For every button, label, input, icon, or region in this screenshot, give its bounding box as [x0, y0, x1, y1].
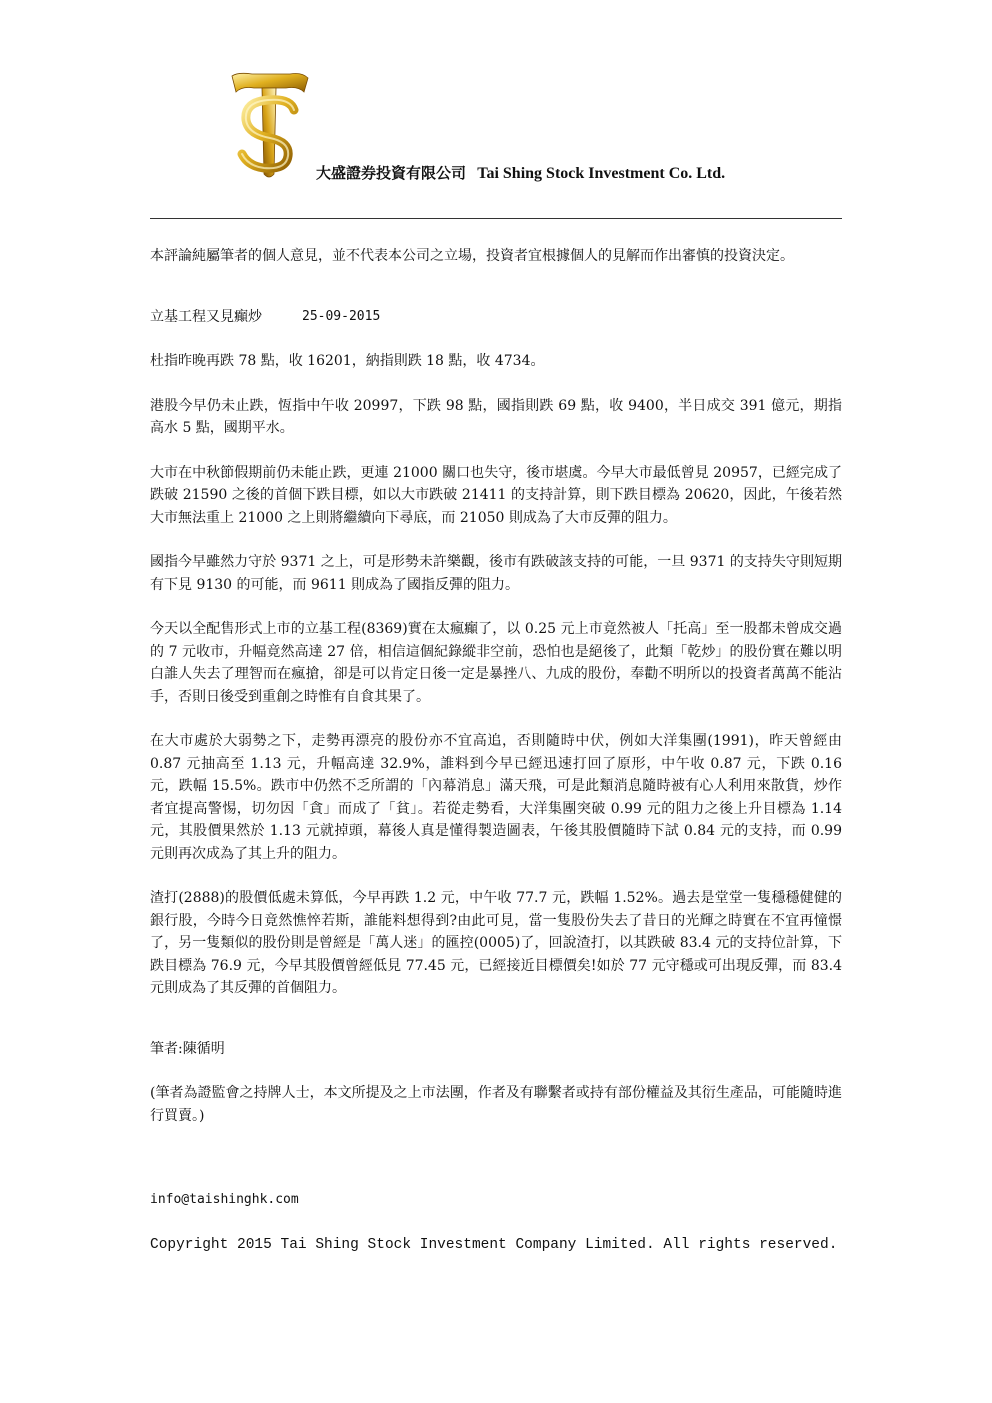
contact-email: info@taishinghk.com — [150, 1192, 299, 1207]
paragraph: 大市在中秋節假期前仍未能止跌，更連 21000 關口也失守，後市堪虞。今早大市最低曾見 20957，已經完成了跌破 21590 之後的首個下跌目標，如以大市跌破 21411 的支持計算，則下跌目標為 20620，因此，午後若然大市無法重上 21000 之上則將繼續向下尋底，而 21050 則成為了大市反彈的阻力。 — [150, 464, 842, 526]
paragraph: 今天以全配售形式上市的立基工程(8369)實在太瘋癲了，以 0.25 元上市竟然被人「托高」至一股都未曾成交過的 7 元收市，升幅竟然高達 27 倍，相信這個紀錄縱非空前，恐怕也是絕後了，此類「乾炒」的股份實在難以明白誰人失去了理智而在瘋搶，卻是可以肯定日後一定是暴挫八、九成的股份，奉勸不明所以的投資者萬萬不能沾手，否則日後受到重創之時惟有自食其果了。 — [150, 621, 842, 705]
author-note: (筆者為證監會之持牌人士，本文所提及之上市法團，作者及有聯繫者或持有部份權益及其衍生產品，可能隨時進行買賣。) — [150, 1085, 842, 1124]
header-divider — [150, 218, 842, 219]
paragraph: 國指今早雖然力守於 9371 之上，可是形勢未許樂觀，後市有跌破該支持的可能，一旦 9371 的支持失守則短期有下見 9130 的可能，而 9611 則成為了國指反彈的阻力。 — [150, 554, 842, 593]
company-logo — [228, 70, 310, 182]
article-heading — [150, 306, 842, 329]
company-name-en: Tai Shing Stock Investment Co. Ltd. — [477, 165, 726, 182]
ts-logo-icon — [228, 70, 310, 182]
article-title: 立基工程又見癲炒 — [150, 308, 262, 325]
paragraph: 渣打(2888)的股價低處未算低，今早再跌 1.2 元，中午收 77.7 元，跌幅 1.52%。過去是堂堂一隻穩穩健健的銀行股，今時今日竟然憔悴若斯，誰能料想得到?由此可見，當一隻股份失去了昔日的光輝之時實在不宜再憧憬了，另一隻類似的股份則是曾經是「萬人迷」的匯控(0005)了，回說渣打，以其跌破 83.4 元的支持位計算，下跌目標為 76.9 元，今早其股價曾經低見 77.45 元，已經接近目標價矣!如於 77 元守穩或可出現反彈，而 83.4 元則成為了其反彈的首個阻力。 — [150, 890, 842, 996]
paragraph: 杜指昨晚再跌 78 點，收 16201，納指則跌 18 點，收 4734。 — [150, 353, 545, 369]
article-body — [150, 245, 842, 1278]
article-date: 25-09-2015 — [302, 308, 381, 324]
copyright: Copyright 2015 Tai Shing Stock Investment Company Limited. All rights reserved. — [150, 1236, 838, 1253]
company-name-zh: 大盛證券投資有限公司 — [316, 164, 467, 182]
paragraph: 港股今早仍未止跌，恆指中午收 20997，下跌 98 點，國指則跌 69 點，收 9400，半日成交 391 億元，期指高水 5 點，國期平水。 — [150, 397, 842, 436]
disclaimer: 本評論純屬筆者的個人意見，並不代表本公司之立場，投資者宜根據個人的見解而作出審慎的投資決定。 — [150, 248, 794, 264]
author: 筆者:陳循明 — [150, 1040, 225, 1057]
company-name — [316, 162, 725, 183]
paragraph: 在大市處於大弱勢之下，走勢再漂亮的股份亦不宜高追，否則隨時中伏，例如大洋集團(1991)，昨天曾經由 0.87 元抽高至 1.13 元，升幅高達 32.9%，誰料到今早已經迅速打回了原形，中午收 0.87 元，下跌 0.16 元，跌幅 15.5%。跌市中仍然不乏所謂的「內幕消息」滿天飛，可是此類消息隨時被有心人利用來散貨，炒作者宜提高警惕，切勿因「貪」而成了「貧」。若從走勢看，大洋集團突破 0.99 元的阻力之後上升目標為 1.14 元，其股價果然於 1.13 元就掉頭，幕後人真是懂得製造圖表，午後其股價隨時下試 0.84 元的支持，而 0.99 元則再次成為了其上升的阻力。 — [150, 733, 842, 862]
